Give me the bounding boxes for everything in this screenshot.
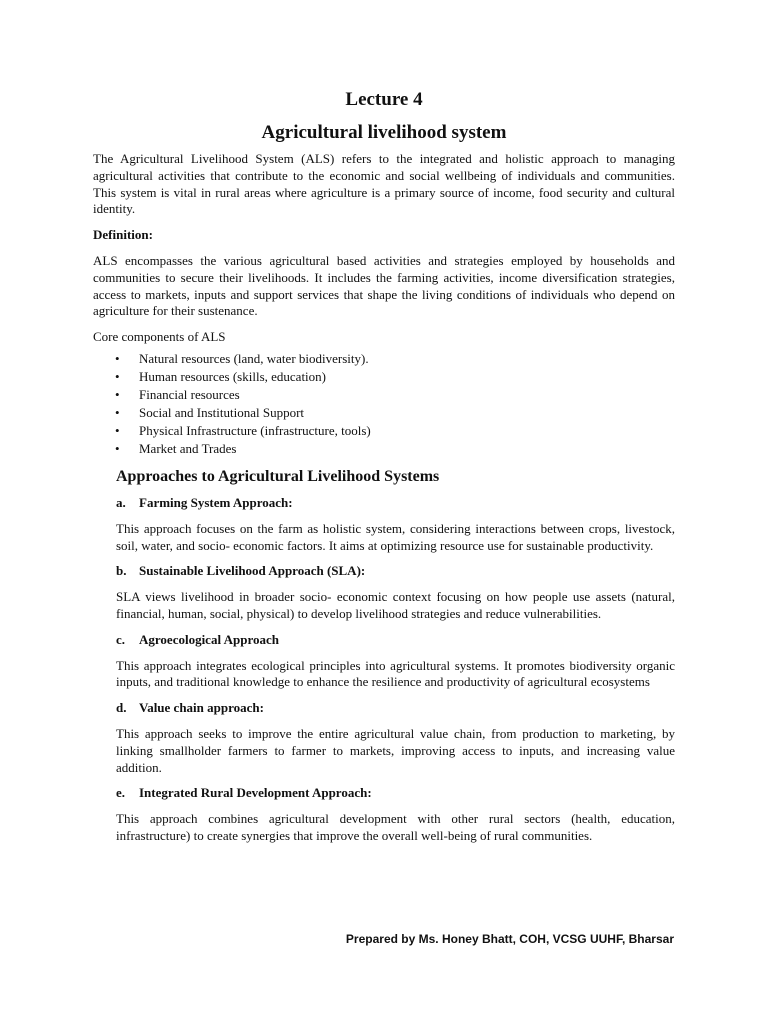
list-item: • Human resources (skills, education) — [115, 368, 327, 384]
approach-text: This approach focuses on the farm as holistic system, considering interactions between crops, livestock, soil, water, and socio- economic factors. It aims at optimizing resource use for sustainable productivity. — [116, 520, 675, 553]
bullet-icon: • — [115, 440, 120, 456]
definition-label: Definition: — [93, 227, 153, 243]
approach-text: This approach seeks to improve the entire agricultural value chain, from production to marketing, by linking smallholder farmers to farmer to markets, improving access to inputs, and increasing value addition. — [116, 725, 675, 775]
approach-title: Agroecological Approach — [139, 631, 279, 647]
approach-title: Integrated Rural Development Approach: — [139, 785, 372, 801]
approach-heading-c — [116, 632, 675, 649]
approach-text: SLA views livelihood in broader socio- economic context focusing on how people use assets (natural, financial, human, social, physical) to develop livelihood strategies and reduce vulnerabilities. — [116, 589, 675, 621]
intro-paragraph: The Agricultural Livelihood System (ALS) refers to the integrated and holistic approach to managing agricultural activities that contribute to the economic and social wellbeing of individuals and communities. This system is vital in rural areas where agriculture is a primary source of income, food security and cultural identity. — [93, 151, 675, 217]
bullet-icon: • — [115, 422, 120, 438]
approach-text: This approach integrates ecological principles into agricultural systems. It promotes biodiversity organic inputs, and traditional knowledge to enhance the resilience and productivity of agricultural ecosystems — [116, 657, 675, 690]
bullet-icon: • — [115, 404, 120, 420]
lecture-number: Lecture 4 — [345, 89, 423, 110]
approach-heading-a — [116, 495, 675, 512]
list-item: • Social and Institutional Support — [115, 404, 305, 420]
document-page — [93, 88, 675, 854]
list-item: • Market and Trades — [115, 440, 237, 456]
approaches-heading: Approaches to Agricultural Livelihood Systems — [116, 467, 440, 485]
page-footer: Prepared by Ms. Honey Bhatt, COH, VCSG UUHF, Bharsar — [345, 932, 674, 946]
core-components-label: Core components of ALS — [93, 329, 226, 345]
bullet-icon: • — [115, 386, 120, 402]
bullet-icon: • — [115, 368, 120, 384]
definition-paragraph: ALS encompasses the various agricultural based activities and strategies employed by households and communities to secure their livelihoods. It includes the farming activities, income diversification strategies, access to markets, inputs and support services that shape the living conditions of individuals who depend on agriculture for their sustenance. — [93, 252, 675, 319]
approach-title: Value chain approach: — [139, 700, 264, 716]
components-list — [93, 350, 675, 458]
approach-letter: e. — [116, 785, 126, 801]
approach-letter: c. — [116, 631, 126, 647]
page-title: Agricultural livelihood system — [261, 122, 507, 143]
approach-heading-d — [116, 700, 675, 717]
list-item: • Financial resources — [115, 386, 240, 402]
approach-text: This approach combines agricultural development with other rural sectors (health, education, infrastructure) to create synergies that improve the overall well-being of rural communities. — [116, 811, 675, 843]
approach-letter: d. — [116, 700, 127, 716]
bullet-icon: • — [115, 350, 120, 366]
approach-title: Sustainable Livelihood Approach (SLA): — [139, 563, 366, 579]
approach-title: Farming System Approach: — [139, 494, 293, 510]
list-item: • Physical Infrastructure (infrastructure, tools) — [115, 422, 371, 438]
list-item: • Natural resources (land, water biodiversity). — [115, 350, 369, 366]
approach-letter: a. — [116, 494, 126, 510]
approach-heading-e — [116, 785, 675, 802]
approaches-section — [116, 467, 675, 845]
approach-heading-b — [116, 563, 675, 580]
approach-letter: b. — [116, 563, 127, 579]
